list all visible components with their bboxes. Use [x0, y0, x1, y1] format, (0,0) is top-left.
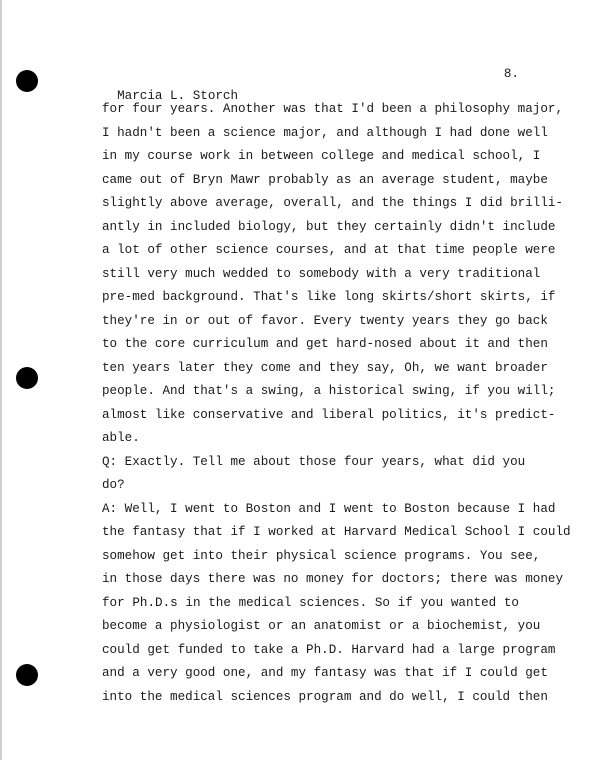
page-edge [0, 0, 2, 760]
transcript-line: Q: Exactly. Tell me about those four years, what did you [102, 454, 526, 469]
transcript-line: ten years later they come and they say, Oh, we want broader [102, 360, 548, 375]
transcript-line: could get funded to take a Ph.D. Harvard had a large program [102, 642, 556, 657]
transcript-line: pre-med background. That's like long skirts/short skirts, if [102, 290, 556, 304]
transcript-line: become a physiologist or an anatomist or a biochemist, you [102, 619, 541, 633]
binder-hole-top [16, 70, 38, 92]
page-number: 8. [503, 67, 519, 81]
transcript-line: still very much wedded to somebody with a very traditional [102, 266, 541, 281]
transcript-line: somehow get into their physical science programs. You see, [102, 548, 541, 563]
transcript-line: almost like conservative and liberal politics, it's predict- [102, 407, 556, 422]
transcript-line: the fantasy that if I worked at Harvard Medical School I could [102, 525, 571, 539]
transcript-line: for four years. Another was that I'd been a philosophy major, [102, 102, 564, 116]
transcript-line: in my course work in between college and medical school, I [102, 149, 541, 163]
binder-hole-bottom [16, 664, 38, 686]
transcript-line: able. [102, 431, 140, 445]
transcript-line: a lot of other science courses, and at that time people were [102, 243, 556, 257]
transcript-line: antly in included biology, but they certainly didn't include [102, 219, 556, 234]
transcript-line: A: Well, I went to Boston and I went to Boston because I had [102, 501, 556, 516]
transcript-line: in those days there was no money for doctors; there was money [102, 572, 564, 586]
transcript-line: I hadn't been a science major, and although I had done well [102, 125, 548, 140]
interviewee-name: Marcia L. Storch [117, 89, 239, 103]
binder-hole-middle [16, 367, 38, 389]
transcript-line: slightly above average, overall, and the things I did brilli- [102, 196, 564, 210]
transcript-body [102, 98, 571, 709]
transcript-line: they're in or out of favor. Every twenty years they go back [102, 313, 548, 328]
transcript-line: do? [102, 478, 125, 492]
transcript-line: for Ph.D.s in the medical sciences. So if you wanted to [102, 595, 519, 610]
transcript-line: came out of Bryn Mawr probably as an average student, maybe [102, 172, 548, 187]
transcript-line: people. And that's a swing, a historical swing, if you will; [102, 384, 556, 398]
transcript-line: into the medical sciences program and do well, I could then [102, 689, 548, 704]
transcript-line: and a very good one, and my fantasy was that if I could get [102, 666, 548, 680]
transcript-line: to the core curriculum and get hard-nosed about it and then [102, 337, 548, 351]
